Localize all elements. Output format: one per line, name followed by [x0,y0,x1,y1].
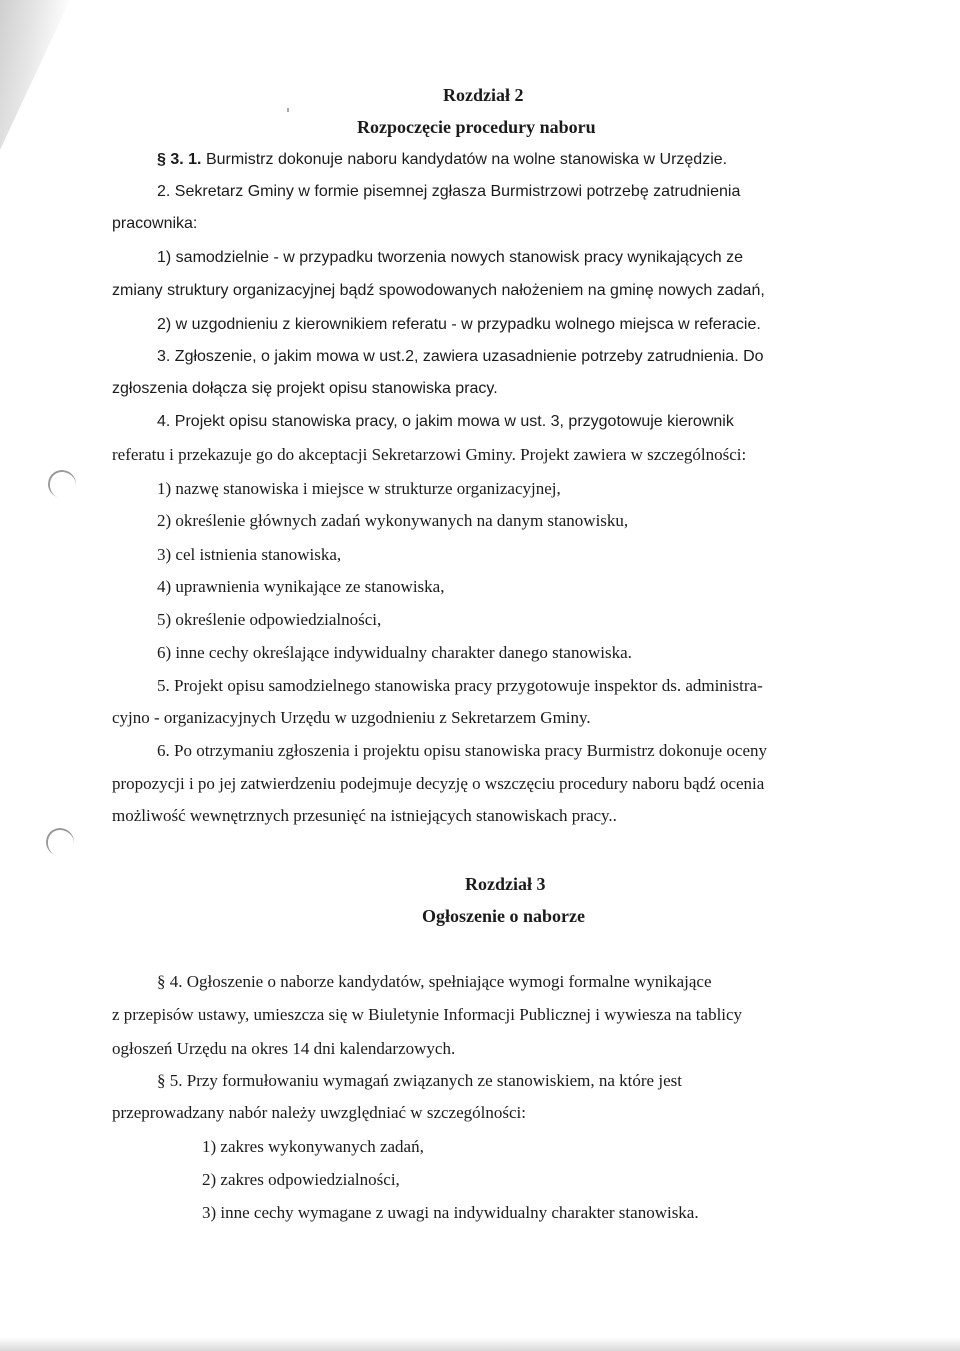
text-line: 2) w uzgodnieniu z kierownikiem referatu - w przypadku wolnego miejsca w referacie. [157,316,761,333]
text-line: referatu i przekazuje go do akceptacji Sekretarzowi Gminy. Projekt zawiera w szczególności: [112,445,747,464]
text-line: 1) samodzielnie - w przypadku tworzenia nowych stanowisk pracy wynikających ze [157,249,744,266]
text-line: 4. Projekt opisu stanowiska pracy, o jakim mowa w ust. 3, przygotowuje kierownik [157,413,734,430]
text-line: przeprowadzany nabór należy uwzględniać w szczególności: [112,1103,526,1122]
text-line: z przepisów ustawy, umieszcza się w Biuletynie Informacji Publicznej i wywiesza na tablicy [112,1005,743,1024]
text-line: możliwość wewnętrznych przesunięć na istniejących stanowiskach pracy.. [112,806,617,825]
chapter-2-title: Rozdział 2 [443,85,524,105]
list-item: 3) cel istnienia stanowiska, [157,545,342,564]
punch-hole-mark [46,468,78,500]
scan-speck [287,108,289,112]
scan-bottom-edge [0,1337,960,1351]
list-item: 4) uprawnienia wynikające ze stanowiska, [157,577,445,596]
paragraph-4-line: § 4. Ogłoszenie o naborze kandydatów, spełniające wymogi formalne wynikające [157,972,712,991]
text-line: 2. Sekretarz Gminy w formie pisemnej zgłasza Burmistrzowi potrzebę zatrudnienia [157,183,741,200]
text-line: 6. Po otrzymaniu zgłoszenia i projektu opisu stanowiska pracy Burmistrz dokonuje oceny [157,741,767,760]
text-line: 5. Projekt opisu samodzielnego stanowiska pracy przygotowuje inspektor ds. administra- [157,676,763,695]
chapter-3-subtitle: Ogłoszenie o naborze [422,906,585,926]
scan-shadow-corner [0,0,70,150]
paragraph-3-number: § 3. 1. [157,151,202,168]
paragraph-3-line [157,149,727,171]
chapter-3-title: Rozdział 3 [465,874,546,894]
list-item: 5) określenie odpowiedzialności, [157,610,382,629]
list-item: 2) zakres odpowiedzialności, [202,1170,400,1189]
text-line: 3. Zgłoszenie, o jakim mowa w ust.2, zawiera uzasadnienie potrzeby zatrudnienia. Do [157,348,764,365]
list-item: 3) inne cechy wymagane z uwagi na indywidualny charakter stanowiska. [202,1203,699,1222]
list-item: 1) nazwę stanowiska i miejsce w strukturze organizacyjnej, [157,479,561,498]
list-item: 1) zakres wykonywanych zadań, [202,1137,424,1156]
list-item: 6) inne cechy określające indywidualny charakter danego stanowiska. [157,643,632,662]
paragraph-3-text: Burmistrz dokonuje naboru kandydatów na wolne stanowiska w Urzędzie. [205,151,728,168]
text-line: zmiany struktury organizacyjnej bądź spowodowanych nałożeniem na gminę nowych zadań, [112,282,765,299]
text-line: propozycji i po jej zatwierdzeniu podejmuje decyzję o wszczęciu procedury naboru bądź ocenia [112,774,765,793]
text-line: pracownika: [112,215,198,232]
text-line: cyjno - organizacyjnych Urzędu w uzgodnieniu z Sekretarzem Gminy. [112,708,591,727]
text-line: zgłoszenia dołącza się projekt opisu stanowiska pracy. [112,380,498,397]
list-item: 2) określenie głównych zadań wykonywanych na danym stanowisku, [157,511,629,530]
punch-hole-mark [44,826,76,858]
text-line: ogłoszeń Urzędu na okres 14 dni kalendarzowych. [112,1039,456,1058]
chapter-2-subtitle: Rozpoczęcie procedury naboru [357,117,596,137]
paragraph-5-line: § 5. Przy formułowaniu wymagań związanych ze stanowiskiem, na które jest [157,1071,682,1090]
